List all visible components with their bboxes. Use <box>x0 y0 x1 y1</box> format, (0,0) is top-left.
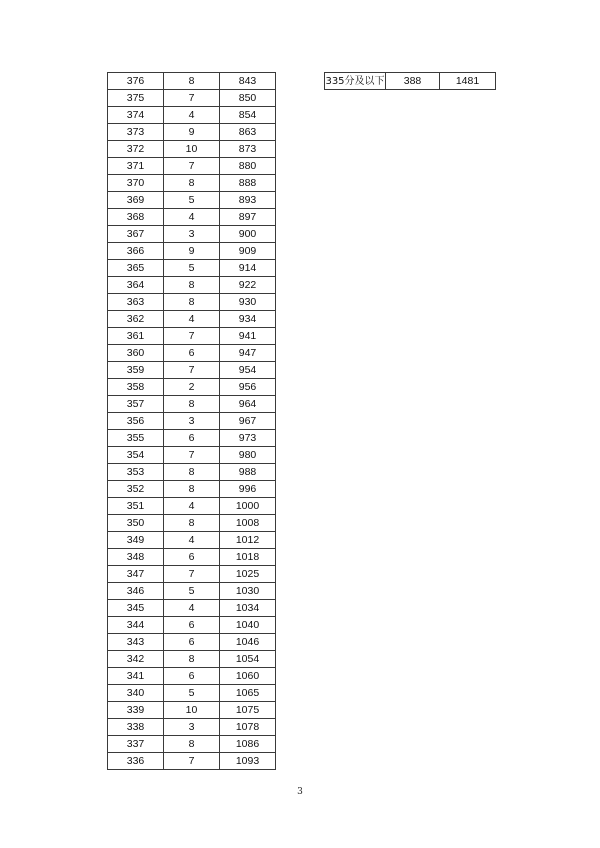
count-cell: 3 <box>164 226 220 243</box>
count-cell: 3 <box>164 413 220 430</box>
cumulative-cell: 1078 <box>220 719 276 736</box>
count-cell: 6 <box>164 430 220 447</box>
cumulative-cell: 1054 <box>220 651 276 668</box>
score-table <box>107 72 276 770</box>
count-cell: 7 <box>164 447 220 464</box>
cumulative-cell: 893 <box>220 192 276 209</box>
count-cell: 7 <box>164 753 220 770</box>
cumulative-cell: 980 <box>220 447 276 464</box>
cumulative-cell: 850 <box>220 90 276 107</box>
cumulative-cell: 900 <box>220 226 276 243</box>
cumulative-cell: 1060 <box>220 668 276 685</box>
page-number: 3 <box>297 787 303 797</box>
cumulative-cell: 934 <box>220 311 276 328</box>
count-cell: 4 <box>164 311 220 328</box>
table-row <box>108 311 276 328</box>
count-cell: 6 <box>164 549 220 566</box>
table-row <box>108 107 276 124</box>
count-cell: 5 <box>164 583 220 600</box>
cumulative-cell: 973 <box>220 430 276 447</box>
cumulative-cell: 880 <box>220 158 276 175</box>
count-cell: 10 <box>164 702 220 719</box>
score-cell: 376 <box>108 73 164 90</box>
table-row <box>108 141 276 158</box>
count-cell: 7 <box>164 158 220 175</box>
count-cell: 6 <box>164 634 220 651</box>
cumulative-cell: 1025 <box>220 566 276 583</box>
score-cell: 359 <box>108 362 164 379</box>
table-row <box>108 379 276 396</box>
table-row <box>108 90 276 107</box>
cumulative-cell: 1046 <box>220 634 276 651</box>
count-cell: 7 <box>164 566 220 583</box>
score-cell: 340 <box>108 685 164 702</box>
cumulative-cell: 954 <box>220 362 276 379</box>
count-cell: 7 <box>164 328 220 345</box>
cumulative-cell: 873 <box>220 141 276 158</box>
score-cell: 355 <box>108 430 164 447</box>
score-table-body <box>108 73 276 770</box>
table-row <box>108 362 276 379</box>
cumulative-cell: 863 <box>220 124 276 141</box>
count-cell: 4 <box>164 532 220 549</box>
count-cell: 6 <box>164 668 220 685</box>
count-cell: 5 <box>164 685 220 702</box>
score-cell: 350 <box>108 515 164 532</box>
table-row <box>108 226 276 243</box>
score-cell: 369 <box>108 192 164 209</box>
count-cell: 8 <box>164 396 220 413</box>
count-cell: 8 <box>164 294 220 311</box>
cumulative-cell: 930 <box>220 294 276 311</box>
cumulative-cell: 964 <box>220 396 276 413</box>
table-row <box>108 566 276 583</box>
score-cell: 337 <box>108 736 164 753</box>
table-row <box>108 294 276 311</box>
cumulative-cell: 909 <box>220 243 276 260</box>
table-row <box>108 175 276 192</box>
table-row <box>108 260 276 277</box>
cumulative-cell: 956 <box>220 379 276 396</box>
score-cell: 375 <box>108 90 164 107</box>
table-row <box>108 192 276 209</box>
table-row <box>108 617 276 634</box>
score-cell: 343 <box>108 634 164 651</box>
count-cell: 8 <box>164 73 220 90</box>
table-row <box>108 685 276 702</box>
score-cell: 361 <box>108 328 164 345</box>
score-cell: 354 <box>108 447 164 464</box>
score-cell: 356 <box>108 413 164 430</box>
count-cell: 8 <box>164 481 220 498</box>
count-cell: 10 <box>164 141 220 158</box>
count-cell: 8 <box>164 651 220 668</box>
table-row <box>108 753 276 770</box>
count-cell: 4 <box>164 107 220 124</box>
score-cell: 352 <box>108 481 164 498</box>
score-cell: 342 <box>108 651 164 668</box>
cumulative-cell: 996 <box>220 481 276 498</box>
count-cell: 7 <box>164 362 220 379</box>
count-cell: 2 <box>164 379 220 396</box>
count-cell: 9 <box>164 124 220 141</box>
score-cell: 339 <box>108 702 164 719</box>
score-cell: 336 <box>108 753 164 770</box>
table-row <box>108 345 276 362</box>
score-cell: 349 <box>108 532 164 549</box>
table-row <box>108 634 276 651</box>
cumulative-cell: 1000 <box>220 498 276 515</box>
score-cell: 362 <box>108 311 164 328</box>
count-cell: 8 <box>164 277 220 294</box>
table-row <box>108 447 276 464</box>
summary-label-cell: 335分及以下 <box>325 73 386 90</box>
cumulative-cell: 843 <box>220 73 276 90</box>
table-row <box>108 277 276 294</box>
cumulative-cell: 914 <box>220 260 276 277</box>
summary-cumulative-cell: 1481 <box>440 73 496 90</box>
table-row <box>108 328 276 345</box>
count-cell: 3 <box>164 719 220 736</box>
table-row <box>108 481 276 498</box>
score-cell: 367 <box>108 226 164 243</box>
summary-table <box>324 72 496 90</box>
table-row <box>108 209 276 226</box>
score-cell: 351 <box>108 498 164 515</box>
table-row <box>108 498 276 515</box>
count-cell: 6 <box>164 345 220 362</box>
cumulative-cell: 1034 <box>220 600 276 617</box>
count-cell: 8 <box>164 515 220 532</box>
count-cell: 7 <box>164 90 220 107</box>
count-cell: 9 <box>164 243 220 260</box>
cumulative-cell: 947 <box>220 345 276 362</box>
cumulative-cell: 1030 <box>220 583 276 600</box>
table-row <box>108 651 276 668</box>
cumulative-cell: 1040 <box>220 617 276 634</box>
count-cell: 4 <box>164 498 220 515</box>
score-cell: 346 <box>108 583 164 600</box>
cumulative-cell: 967 <box>220 413 276 430</box>
score-cell: 366 <box>108 243 164 260</box>
table-row <box>108 702 276 719</box>
score-cell: 372 <box>108 141 164 158</box>
table-row <box>108 396 276 413</box>
cumulative-cell: 1012 <box>220 532 276 549</box>
score-cell: 373 <box>108 124 164 141</box>
table-row <box>108 158 276 175</box>
score-cell: 365 <box>108 260 164 277</box>
score-cell: 358 <box>108 379 164 396</box>
count-cell: 8 <box>164 464 220 481</box>
count-cell: 8 <box>164 736 220 753</box>
score-cell: 363 <box>108 294 164 311</box>
table-row <box>108 583 276 600</box>
cumulative-cell: 1008 <box>220 515 276 532</box>
cumulative-cell: 888 <box>220 175 276 192</box>
cumulative-cell: 941 <box>220 328 276 345</box>
score-cell: 374 <box>108 107 164 124</box>
score-cell: 360 <box>108 345 164 362</box>
table-row <box>108 736 276 753</box>
score-cell: 344 <box>108 617 164 634</box>
count-cell: 4 <box>164 209 220 226</box>
table-row <box>108 549 276 566</box>
cumulative-cell: 1018 <box>220 549 276 566</box>
score-cell: 368 <box>108 209 164 226</box>
table-row <box>108 668 276 685</box>
cumulative-cell: 854 <box>220 107 276 124</box>
score-cell: 348 <box>108 549 164 566</box>
score-cell: 338 <box>108 719 164 736</box>
score-cell: 347 <box>108 566 164 583</box>
table-row <box>108 430 276 447</box>
score-cell: 370 <box>108 175 164 192</box>
cumulative-cell: 1065 <box>220 685 276 702</box>
score-cell: 364 <box>108 277 164 294</box>
table-row <box>108 124 276 141</box>
table-row <box>108 600 276 617</box>
score-cell: 357 <box>108 396 164 413</box>
table-row <box>108 413 276 430</box>
count-cell: 5 <box>164 260 220 277</box>
cumulative-cell: 988 <box>220 464 276 481</box>
summary-count-cell: 388 <box>386 73 440 90</box>
score-cell: 341 <box>108 668 164 685</box>
count-cell: 8 <box>164 175 220 192</box>
cumulative-cell: 1093 <box>220 753 276 770</box>
table-row <box>108 532 276 549</box>
table-row <box>108 243 276 260</box>
table-row <box>108 464 276 481</box>
cumulative-cell: 897 <box>220 209 276 226</box>
summary-row <box>325 73 496 90</box>
count-cell: 5 <box>164 192 220 209</box>
cumulative-cell: 1075 <box>220 702 276 719</box>
cumulative-cell: 922 <box>220 277 276 294</box>
score-cell: 345 <box>108 600 164 617</box>
score-cell: 371 <box>108 158 164 175</box>
cumulative-cell: 1086 <box>220 736 276 753</box>
table-row <box>108 515 276 532</box>
count-cell: 6 <box>164 617 220 634</box>
count-cell: 4 <box>164 600 220 617</box>
score-cell: 353 <box>108 464 164 481</box>
table-row <box>108 719 276 736</box>
table-row <box>108 73 276 90</box>
